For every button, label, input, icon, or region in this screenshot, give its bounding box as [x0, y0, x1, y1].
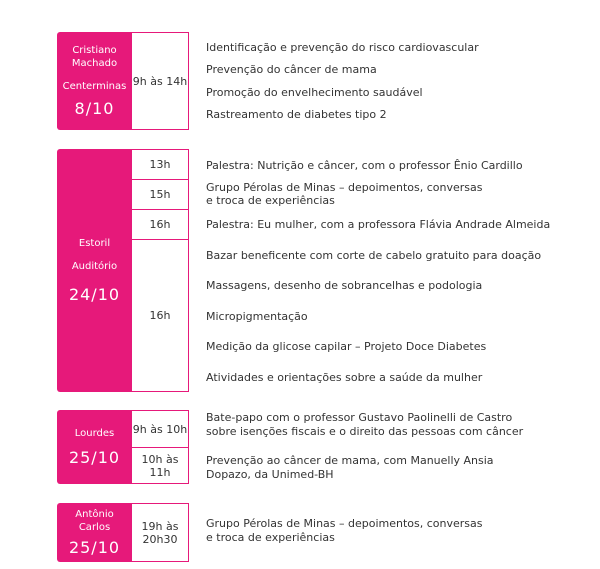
time-cell: 16h [132, 209, 189, 240]
event-item-continued: e troca de experiências [206, 531, 335, 544]
event-item: Promoção do envelhecimento saudável [206, 86, 423, 99]
unit-label-antonio-carlos [57, 503, 132, 562]
event-item-continued: e troca de experiências [206, 194, 335, 207]
event-item-continued: sobre isenções fiscais e o direito das pessoas com câncer [206, 425, 524, 438]
time-cell: 9h às 14h [132, 32, 189, 130]
event-item: Bate-papo com o professor Gustavo Paolinelli de Castro [206, 411, 513, 424]
unit-date: 25/10 [68, 537, 121, 557]
schedule-block-estoril [57, 149, 557, 392]
unit-label-estoril [57, 149, 132, 392]
unit-name-line: Carlos [78, 521, 111, 533]
time-cell: 13h [132, 149, 189, 180]
event-item: Prevenção ao câncer de mama, com Manuelly Ansia [206, 454, 494, 467]
unit-date: 24/10 [68, 284, 121, 304]
schedule-block-antonio-carlos [57, 503, 557, 562]
event-item-continued: Dopazo, da Unimed-BH [206, 468, 334, 481]
unit-date: 25/10 [68, 447, 121, 467]
time-cell: 16h [132, 239, 189, 392]
unit-name-line: Cristiano [72, 44, 117, 56]
event-item: Grupo Pérolas de Minas – depoimentos, conversas [206, 517, 483, 530]
event-item: Palestra: Eu mulher, com a professora Flávia Andrade Almeida [206, 218, 551, 231]
unit-venue: Centerminas [62, 80, 127, 92]
event-item: Identificação e prevenção do risco cardiovascular [206, 41, 479, 54]
event-item: Atividades e orientações sobre a saúde da mulher [206, 371, 483, 384]
schedule-block-cristiano-machado [57, 32, 557, 130]
unit-label-cristiano-machado [57, 32, 132, 130]
unit-name-line: Antônio [75, 508, 114, 520]
time-cell [132, 503, 189, 562]
unit-name-line: Machado [71, 57, 118, 69]
schedule-block-lourdes [57, 410, 557, 484]
time-line: 20h30 [142, 532, 178, 546]
time-cell: 10h às 11h [132, 447, 189, 484]
unit-date: 8/10 [74, 98, 115, 118]
event-item: Grupo Pérolas de Minas – depoimentos, conversas [206, 181, 483, 194]
time-line: 19h às [141, 519, 179, 533]
event-item: Bazar beneficente com corte de cabelo gratuito para doação [206, 249, 542, 262]
unit-name: Lourdes [74, 427, 115, 439]
unit-name: Estoril [78, 237, 111, 249]
event-item: Rastreamento de diabetes tipo 2 [206, 108, 387, 121]
unit-venue: Auditório [71, 260, 118, 272]
event-item: Medição da glicose capilar – Projeto Doce Diabetes [206, 340, 487, 353]
unit-label-lourdes [57, 410, 132, 484]
event-item: Massagens, desenho de sobrancelhas e podologia [206, 279, 483, 292]
time-cell: 9h às 10h [132, 410, 189, 448]
time-cell: 15h [132, 179, 189, 210]
event-item: Palestra: Nutrição e câncer, com o professor Ênio Cardillo [206, 159, 523, 172]
event-item: Prevenção do câncer de mama [206, 63, 377, 76]
event-item: Micropigmentação [206, 310, 308, 323]
